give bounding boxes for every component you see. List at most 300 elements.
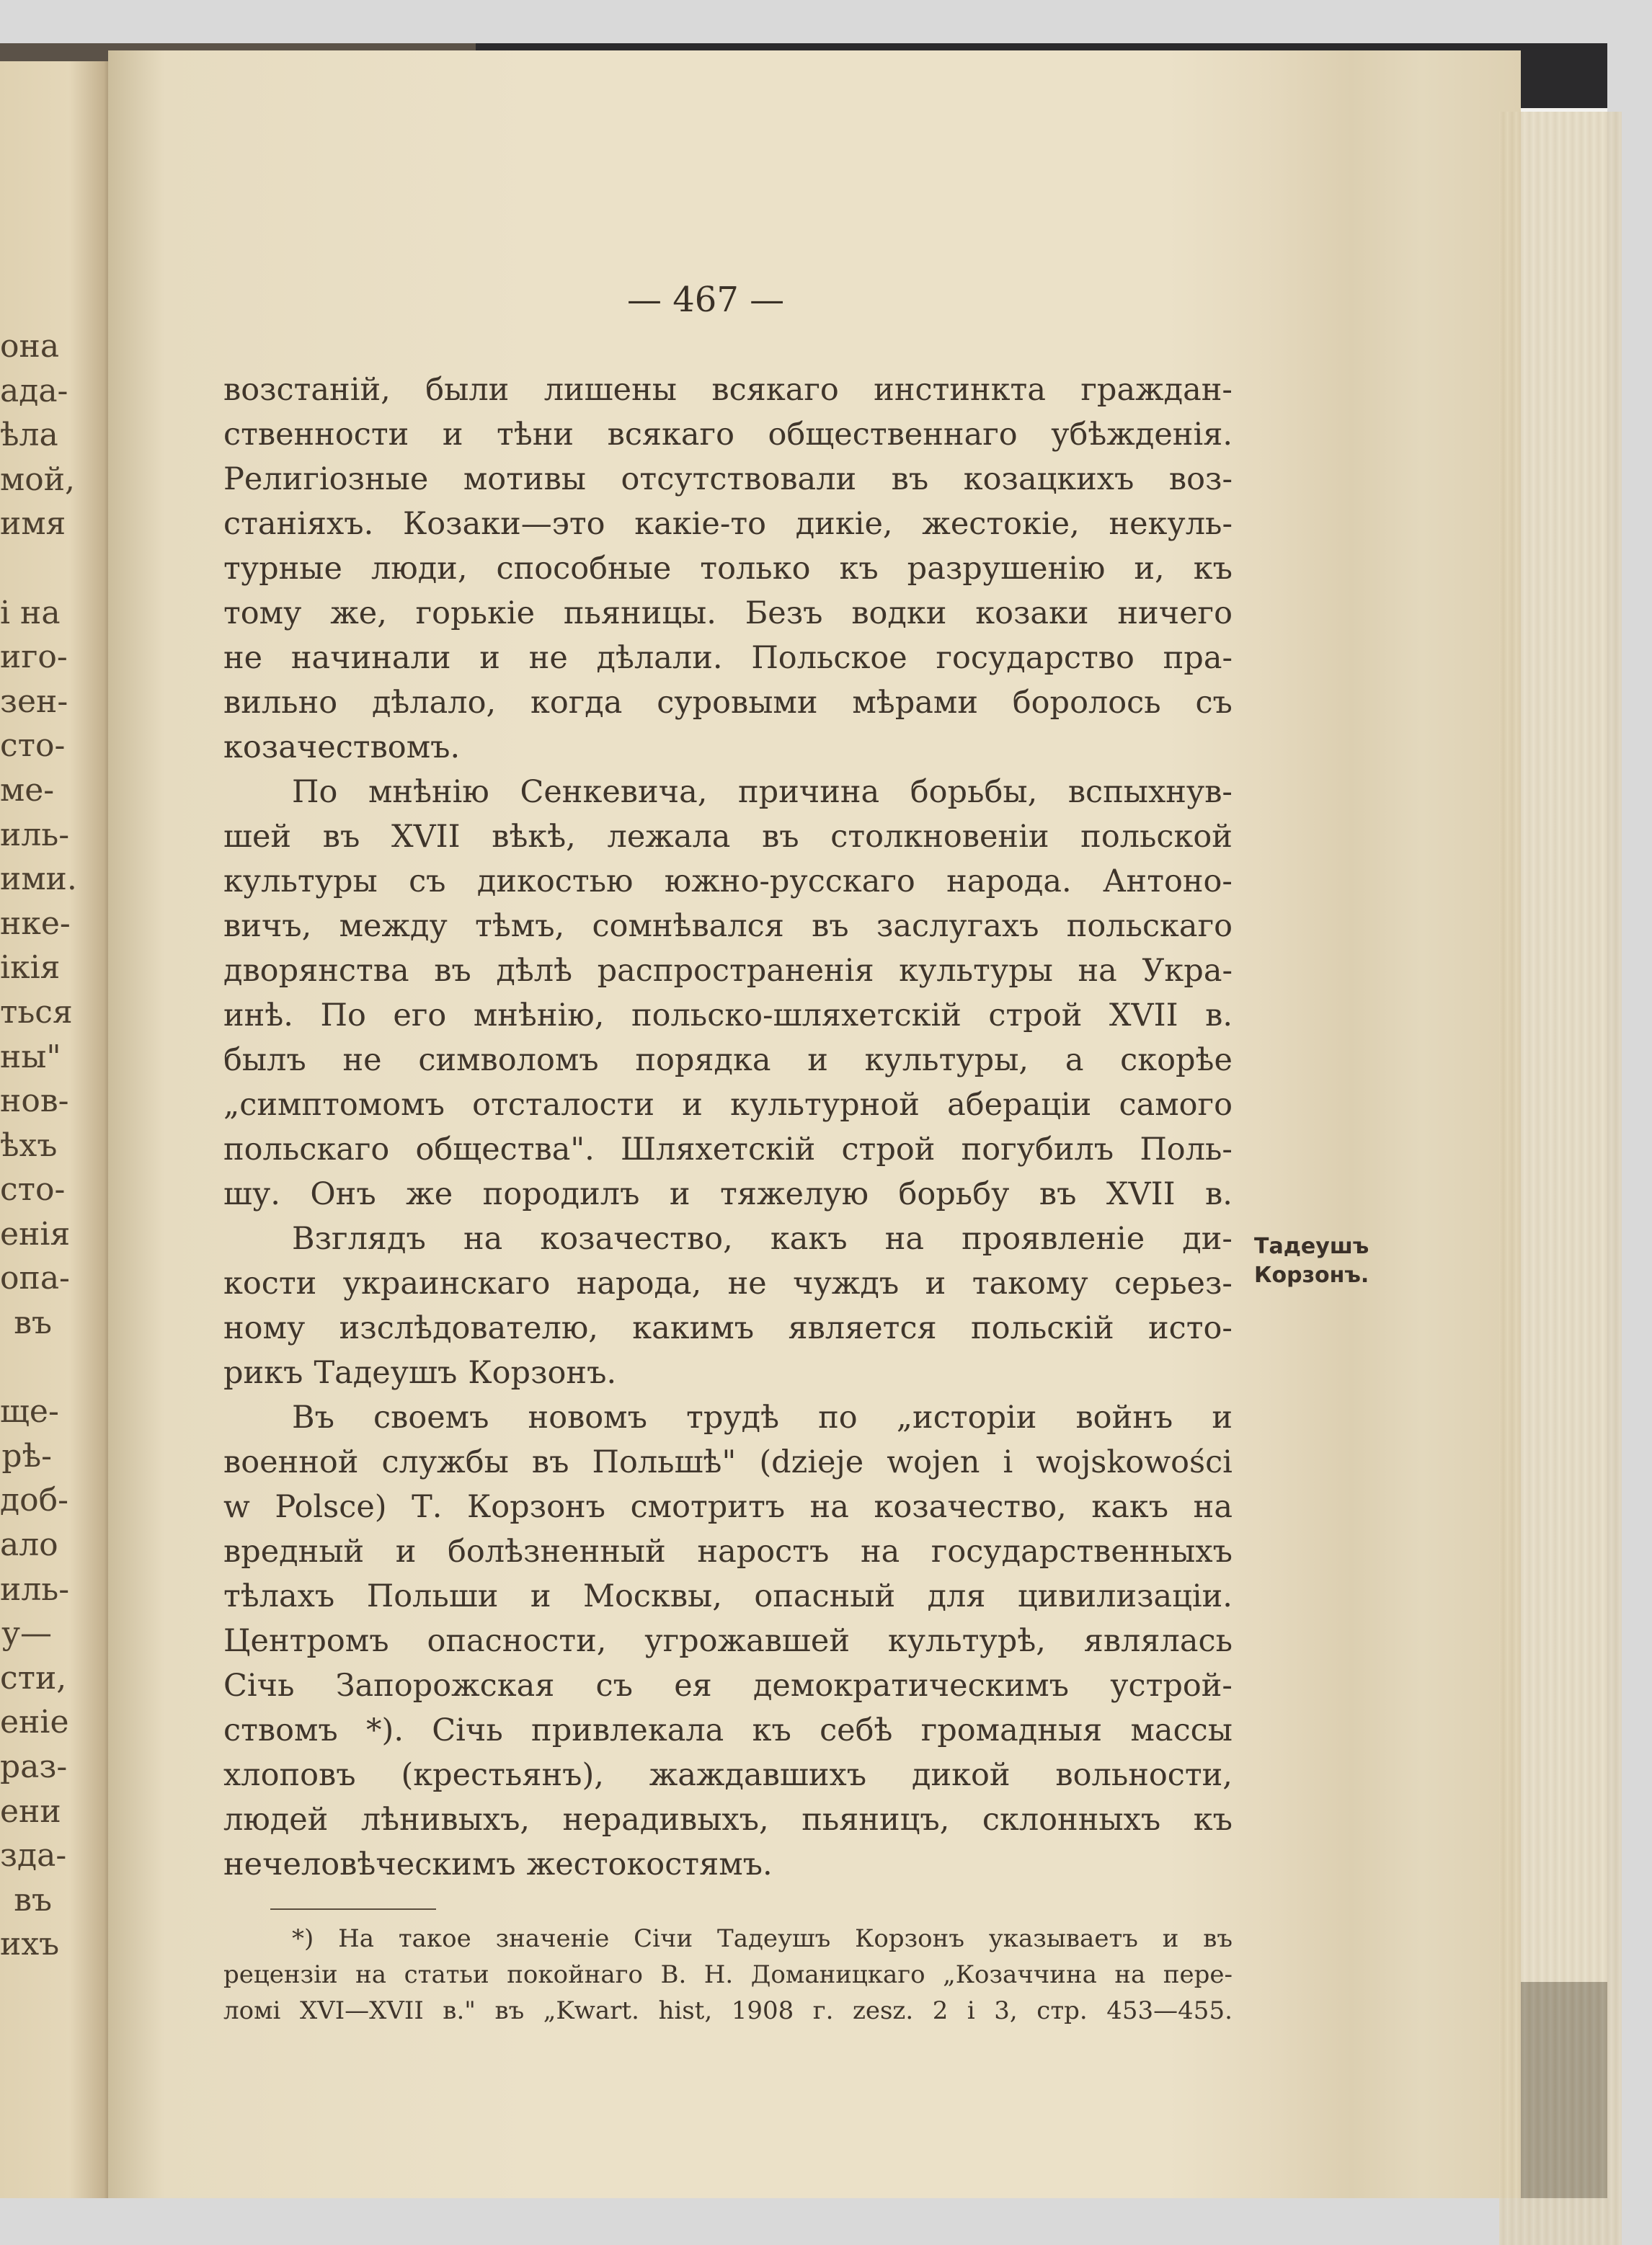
word: Козаки—это bbox=[403, 506, 605, 542]
word: Тадеушъ bbox=[314, 1355, 458, 1391]
word: дѣлали. bbox=[596, 640, 723, 676]
word: чуждъ bbox=[793, 1266, 900, 1302]
word: в. bbox=[1205, 997, 1233, 1033]
word: козачество, bbox=[874, 1489, 1067, 1525]
word: стр. bbox=[1036, 1996, 1088, 2025]
word: на bbox=[809, 1489, 849, 1525]
word: ствомъ bbox=[223, 1712, 338, 1748]
word: себѣ bbox=[820, 1712, 893, 1748]
word: *) bbox=[292, 1924, 314, 1953]
word: народа, bbox=[576, 1266, 702, 1302]
left-page-fragment: раз- bbox=[0, 1748, 68, 1785]
word: тѣни bbox=[497, 417, 574, 453]
word: громадныя bbox=[920, 1712, 1103, 1748]
word: службы bbox=[381, 1444, 509, 1480]
text-line bbox=[223, 1957, 1233, 1993]
word: нечеловѣческимъ bbox=[223, 1846, 516, 1882]
word: водки bbox=[851, 595, 947, 631]
left-page-fragment: нов- bbox=[0, 1083, 69, 1120]
word: Polsce) bbox=[275, 1489, 387, 1525]
word: В. bbox=[660, 1960, 687, 1989]
page-edge-stack bbox=[1499, 112, 1622, 2245]
word: и, bbox=[1134, 551, 1165, 587]
left-page-fragment: у— bbox=[1, 1615, 52, 1653]
word: мнѣнію, bbox=[473, 997, 605, 1033]
word: войнъ bbox=[1075, 1400, 1173, 1436]
text-line bbox=[223, 1485, 1233, 1529]
left-page-fragment: мой, bbox=[0, 461, 76, 498]
word: статьи bbox=[404, 1960, 489, 1989]
word: людей bbox=[223, 1802, 329, 1838]
word: съ bbox=[409, 863, 446, 899]
left-page-fragment: зен- bbox=[0, 683, 68, 720]
word: ди- bbox=[1182, 1221, 1233, 1257]
word: всякаго bbox=[607, 417, 734, 453]
word: hist, bbox=[658, 1996, 713, 2025]
word: украинскаго bbox=[342, 1266, 551, 1302]
word: культуры, bbox=[864, 1042, 1029, 1078]
word: угрожавшей bbox=[644, 1623, 850, 1659]
word: козачествомъ. bbox=[223, 729, 461, 765]
word: „Козаччина bbox=[943, 1960, 1097, 1989]
word: дѣлало, bbox=[371, 685, 497, 721]
word: порядка bbox=[635, 1042, 771, 1078]
text-line bbox=[223, 680, 1233, 725]
word: Н. bbox=[703, 1960, 734, 1989]
word: в." bbox=[443, 1996, 476, 2025]
word: разрушенію bbox=[907, 551, 1106, 587]
word: своемъ bbox=[373, 1400, 489, 1436]
word: съ bbox=[595, 1668, 633, 1704]
word: дикостью bbox=[476, 863, 634, 899]
word: Січь bbox=[432, 1712, 503, 1748]
word: Корзонъ. bbox=[468, 1355, 617, 1391]
word: государство bbox=[936, 640, 1134, 676]
word: Корзонъ bbox=[855, 1924, 964, 1953]
left-page-fragment: иль- bbox=[0, 816, 70, 853]
word: строй bbox=[988, 997, 1083, 1033]
word: *). bbox=[366, 1712, 404, 1748]
word: лежала bbox=[607, 819, 731, 855]
word: wojen bbox=[887, 1444, 980, 1480]
word: лѣнивыхъ, bbox=[360, 1802, 530, 1838]
word: аберацiи bbox=[947, 1087, 1092, 1123]
word: и bbox=[442, 417, 463, 453]
left-page-fragment: ени bbox=[0, 1792, 61, 1830]
word: тому bbox=[223, 595, 302, 631]
text-line bbox=[223, 814, 1233, 859]
word: Укра- bbox=[1142, 953, 1233, 989]
word: польскій bbox=[971, 1310, 1114, 1346]
word: XVII bbox=[1106, 1176, 1176, 1212]
word: а bbox=[1065, 1042, 1084, 1078]
word: смотритъ bbox=[630, 1489, 786, 1525]
left-page-fragment: рѣ- bbox=[1, 1437, 52, 1475]
left-page-fragment: енія bbox=[0, 1215, 71, 1253]
left-page-fragment: сто- bbox=[0, 727, 66, 765]
word: Польское bbox=[751, 640, 907, 676]
left-page-fragment: ікія bbox=[0, 949, 61, 987]
word: граждан- bbox=[1080, 372, 1233, 408]
text-line bbox=[223, 1127, 1233, 1172]
word: между bbox=[339, 908, 448, 944]
word: символомъ bbox=[418, 1042, 599, 1078]
word: Центромъ bbox=[223, 1623, 389, 1659]
word: всякаго bbox=[711, 372, 839, 408]
word: Шляхетскій bbox=[620, 1132, 816, 1168]
word: на bbox=[1078, 953, 1117, 989]
word: борьбу bbox=[898, 1176, 1010, 1212]
text-line bbox=[223, 1619, 1233, 1663]
page-number: — 467 — bbox=[627, 280, 785, 320]
word: склонныхъ bbox=[982, 1802, 1161, 1838]
word: новомъ bbox=[528, 1400, 647, 1436]
word: указываетъ bbox=[988, 1924, 1138, 1953]
word: Онъ bbox=[310, 1176, 376, 1212]
word: значеніе bbox=[495, 1924, 610, 1953]
footnote bbox=[223, 1921, 1233, 2029]
word: привлекала bbox=[531, 1712, 724, 1748]
word: Безъ bbox=[745, 595, 823, 631]
word: причина bbox=[737, 774, 880, 810]
left-page-fragment: ихъ bbox=[0, 1926, 60, 1963]
text-line bbox=[223, 502, 1233, 546]
left-page-fragments bbox=[0, 324, 77, 1967]
word: его bbox=[393, 997, 447, 1033]
text-line bbox=[223, 725, 1233, 770]
word: сомнѣвался bbox=[592, 908, 784, 944]
left-page-fragment: иго- bbox=[0, 639, 68, 676]
word: въ bbox=[812, 908, 849, 944]
word: военной bbox=[223, 1444, 359, 1480]
left-page-fragment: въ bbox=[14, 1304, 52, 1342]
word: Корзонъ bbox=[466, 1489, 606, 1525]
left-page-fragment: иль- bbox=[0, 1570, 70, 1608]
text-line bbox=[223, 993, 1233, 1038]
word: къ bbox=[839, 551, 879, 587]
word: на bbox=[1193, 1489, 1233, 1525]
word: когда bbox=[530, 685, 623, 721]
word: такое bbox=[398, 1924, 471, 1953]
word: жаждавшихъ bbox=[649, 1757, 867, 1793]
word: инѣ. bbox=[223, 997, 293, 1033]
word: опасный bbox=[754, 1578, 896, 1614]
word: изслѣдователю, bbox=[339, 1310, 598, 1346]
book-page bbox=[108, 50, 1521, 2198]
word: и bbox=[1162, 1924, 1179, 1953]
word: культурной bbox=[730, 1087, 920, 1123]
left-page-fragment: ѣхъ bbox=[0, 1126, 58, 1164]
word: лишены bbox=[543, 372, 677, 408]
text-line bbox=[223, 1797, 1233, 1842]
word: пра- bbox=[1163, 640, 1233, 676]
word: не bbox=[528, 640, 568, 676]
word: Т. bbox=[412, 1489, 443, 1525]
text-line bbox=[223, 1172, 1233, 1217]
word: на bbox=[884, 1221, 925, 1257]
word: Москвы, bbox=[582, 1578, 722, 1614]
word: устрой- bbox=[1110, 1668, 1233, 1704]
word: не bbox=[342, 1042, 382, 1078]
word: въ bbox=[762, 819, 799, 855]
word: какимъ bbox=[632, 1310, 755, 1346]
word: wojskowości bbox=[1036, 1444, 1233, 1480]
word: Сенкевича, bbox=[520, 774, 708, 810]
text-line bbox=[223, 1440, 1233, 1485]
left-page bbox=[0, 61, 115, 2198]
word: „исторіи bbox=[896, 1400, 1037, 1436]
word: воз- bbox=[1168, 461, 1233, 497]
word: мѣрами bbox=[852, 685, 978, 721]
text-line bbox=[223, 1708, 1233, 1753]
word: возстаній, bbox=[223, 372, 391, 408]
word: 1908 bbox=[731, 1996, 794, 2025]
text-line bbox=[223, 1921, 1233, 1957]
word: тѣлахъ bbox=[223, 1578, 335, 1614]
word: способные bbox=[496, 551, 672, 587]
word: начинали bbox=[290, 640, 451, 676]
left-page-fragment: въ bbox=[14, 1881, 52, 1919]
word: на bbox=[355, 1960, 387, 1989]
word: же bbox=[406, 1176, 453, 1212]
word: По bbox=[320, 997, 366, 1033]
word: 453—455. bbox=[1106, 1996, 1233, 2025]
text-line bbox=[223, 1574, 1233, 1619]
word: въ bbox=[434, 953, 471, 989]
word: къ bbox=[1193, 551, 1233, 587]
word: в. bbox=[1205, 1176, 1233, 1212]
left-page-fragment: доб- bbox=[0, 1482, 68, 1519]
word: только bbox=[700, 551, 811, 587]
word: и bbox=[1212, 1400, 1233, 1436]
word: для bbox=[927, 1578, 986, 1614]
word: дикіе, bbox=[795, 506, 893, 542]
word: ственности bbox=[223, 417, 409, 453]
word: такому bbox=[972, 1266, 1088, 1302]
word: къ bbox=[1193, 1802, 1233, 1838]
word: наростъ bbox=[697, 1534, 830, 1570]
left-page-fragment: сто- bbox=[0, 1171, 66, 1209]
text-line bbox=[223, 1993, 1233, 2029]
word: трудѣ bbox=[686, 1400, 780, 1436]
word: вольности, bbox=[1055, 1757, 1233, 1793]
left-page-fragment: ны" bbox=[0, 1038, 61, 1075]
word: козацкихъ bbox=[963, 461, 1134, 497]
word: не bbox=[223, 640, 263, 676]
text-line bbox=[223, 1351, 1233, 1395]
word: вильно bbox=[223, 685, 338, 721]
margin-note bbox=[1254, 1232, 1369, 1290]
word: въ bbox=[1039, 1176, 1077, 1212]
footnote-rule bbox=[270, 1908, 436, 1910]
word: i bbox=[967, 1996, 975, 2025]
word: въ bbox=[1203, 1924, 1233, 1953]
word: ничего bbox=[1117, 595, 1233, 631]
word: проявленіе bbox=[962, 1221, 1145, 1257]
word: Доманицкаго bbox=[750, 1960, 925, 1989]
word: были bbox=[425, 372, 510, 408]
text-line bbox=[223, 1261, 1233, 1306]
word: южно-русскаго bbox=[664, 863, 915, 899]
word: пьяницъ, bbox=[801, 1802, 950, 1838]
text-line bbox=[223, 1753, 1233, 1797]
word: На bbox=[338, 1924, 375, 1953]
text-line bbox=[223, 368, 1233, 412]
text-line bbox=[223, 457, 1233, 502]
word: на bbox=[1114, 1960, 1146, 1989]
word: кости bbox=[223, 1266, 317, 1302]
left-page-fragment bbox=[0, 1346, 52, 1390]
word: рецензіи bbox=[223, 1960, 338, 1989]
word: ломі bbox=[223, 1996, 281, 2025]
word: мнѣнію bbox=[368, 774, 489, 810]
text-line bbox=[223, 1306, 1233, 1351]
word: болѣзненный bbox=[448, 1534, 666, 1570]
text-line bbox=[223, 546, 1233, 591]
word: на bbox=[463, 1221, 503, 1257]
left-page-fragment: ться bbox=[0, 993, 73, 1031]
left-page-fragment: опа- bbox=[0, 1260, 70, 1297]
word: Поль- bbox=[1140, 1132, 1233, 1168]
word: дикой bbox=[911, 1757, 1011, 1793]
word: общественнаго bbox=[768, 417, 1018, 453]
word: Религіозные bbox=[223, 461, 429, 497]
word: и bbox=[395, 1534, 417, 1570]
word: массы bbox=[1130, 1712, 1233, 1748]
text-line bbox=[223, 1217, 1233, 1261]
word: какіе-то bbox=[634, 506, 767, 542]
word: къ bbox=[752, 1712, 791, 1748]
word: рикъ bbox=[223, 1355, 303, 1391]
word: дѣлѣ bbox=[496, 953, 572, 989]
left-page-fragment: ѣла bbox=[0, 417, 58, 454]
word: Запорожская bbox=[335, 1668, 555, 1704]
text-line bbox=[223, 904, 1233, 948]
word: 3, bbox=[994, 1996, 1018, 2025]
word: распространенія bbox=[597, 953, 874, 989]
margin-note-line: Тадеушъ bbox=[1254, 1234, 1369, 1259]
word: какъ bbox=[770, 1221, 848, 1257]
word: жестокіе, bbox=[922, 506, 1080, 542]
word: культурѣ, bbox=[887, 1623, 1046, 1659]
text-line bbox=[223, 412, 1233, 457]
left-page-fragment: ще- bbox=[0, 1393, 59, 1431]
word: пьяницы. bbox=[563, 595, 716, 631]
word: „Kwart. bbox=[543, 1996, 639, 2025]
word: дворянства bbox=[223, 953, 409, 989]
word: опасности, bbox=[427, 1623, 607, 1659]
word: козачество, bbox=[540, 1221, 733, 1257]
text-line bbox=[223, 1395, 1233, 1440]
body-text bbox=[223, 368, 1233, 1887]
margin-note-line: Корзонъ. bbox=[1254, 1263, 1369, 1288]
word: люди, bbox=[370, 551, 468, 587]
word: мотивы bbox=[463, 461, 587, 497]
text-line bbox=[223, 948, 1233, 993]
text-line bbox=[223, 1663, 1233, 1708]
word: некуль- bbox=[1109, 506, 1233, 542]
word: жестокостямъ. bbox=[526, 1846, 773, 1882]
word: народа. bbox=[946, 863, 1072, 899]
word: заслугахъ bbox=[876, 908, 1039, 944]
word: станіяхъ. bbox=[223, 506, 374, 542]
word: общества". bbox=[415, 1132, 595, 1168]
word: вредный bbox=[223, 1534, 365, 1570]
word: и bbox=[669, 1176, 690, 1212]
left-page-fragment: она bbox=[0, 328, 60, 365]
word: w bbox=[223, 1489, 250, 1525]
word: являлась bbox=[1083, 1623, 1233, 1659]
word: XVII bbox=[1109, 997, 1178, 1033]
word: хлоповъ bbox=[223, 1757, 356, 1793]
left-page-fragment bbox=[0, 546, 52, 591]
word: тѣмъ, bbox=[475, 908, 565, 944]
left-page-fragment: сти, bbox=[0, 1659, 67, 1697]
word: польскаго bbox=[223, 1132, 390, 1168]
text-line bbox=[223, 1842, 1233, 1887]
word: шей bbox=[223, 819, 292, 855]
word: г. bbox=[812, 1996, 834, 2025]
word: въ bbox=[891, 461, 929, 497]
word: Січи bbox=[634, 1924, 693, 1953]
word: Польши bbox=[366, 1578, 499, 1614]
word: нерадивыхъ, bbox=[562, 1802, 769, 1838]
word: (dzieje bbox=[759, 1444, 864, 1480]
word: цивилизаціи. bbox=[1017, 1578, 1233, 1614]
word: турные bbox=[223, 551, 342, 587]
text-line bbox=[223, 591, 1233, 636]
word: исто- bbox=[1148, 1310, 1233, 1346]
word: убѣжденія. bbox=[1051, 417, 1233, 453]
word: боролось bbox=[1012, 685, 1161, 721]
word: культуры bbox=[899, 953, 1053, 989]
left-page-fragment: і на bbox=[0, 594, 61, 631]
word: не bbox=[727, 1266, 767, 1302]
word: на bbox=[860, 1534, 900, 1570]
text-line bbox=[223, 1083, 1233, 1127]
word: горькіе bbox=[415, 595, 536, 631]
word: вспыхнув- bbox=[1067, 774, 1233, 810]
word: польскаго bbox=[1066, 908, 1233, 944]
word: и bbox=[807, 1042, 828, 1078]
word: скорѣе bbox=[1120, 1042, 1233, 1078]
word: Січь bbox=[223, 1668, 295, 1704]
word: суровыми bbox=[657, 685, 818, 721]
left-page-fragment: имя bbox=[0, 505, 66, 543]
word: былъ bbox=[223, 1042, 306, 1078]
word: вѣкѣ, bbox=[492, 819, 576, 855]
word: въ bbox=[531, 1444, 569, 1480]
word: пере- bbox=[1163, 1960, 1233, 1989]
left-page-fragment: зда- bbox=[0, 1837, 67, 1875]
text-line bbox=[223, 1038, 1233, 1083]
word: вичъ, bbox=[223, 908, 312, 944]
word: По bbox=[292, 774, 338, 810]
word: отсталости bbox=[472, 1087, 655, 1123]
word: погубилъ bbox=[961, 1132, 1114, 1168]
word: и bbox=[925, 1266, 946, 1302]
word: Тадеушъ bbox=[717, 1924, 831, 1953]
word: является bbox=[788, 1310, 937, 1346]
word: XVII bbox=[391, 819, 461, 855]
left-page-fragment: ало bbox=[0, 1526, 58, 1564]
word: покойнаго bbox=[507, 1960, 643, 1989]
word: 2 bbox=[932, 1996, 949, 2025]
word: ному bbox=[223, 1310, 306, 1346]
text-line bbox=[223, 636, 1233, 680]
word: и bbox=[479, 640, 500, 676]
left-page-fragment: ме- bbox=[0, 771, 55, 809]
